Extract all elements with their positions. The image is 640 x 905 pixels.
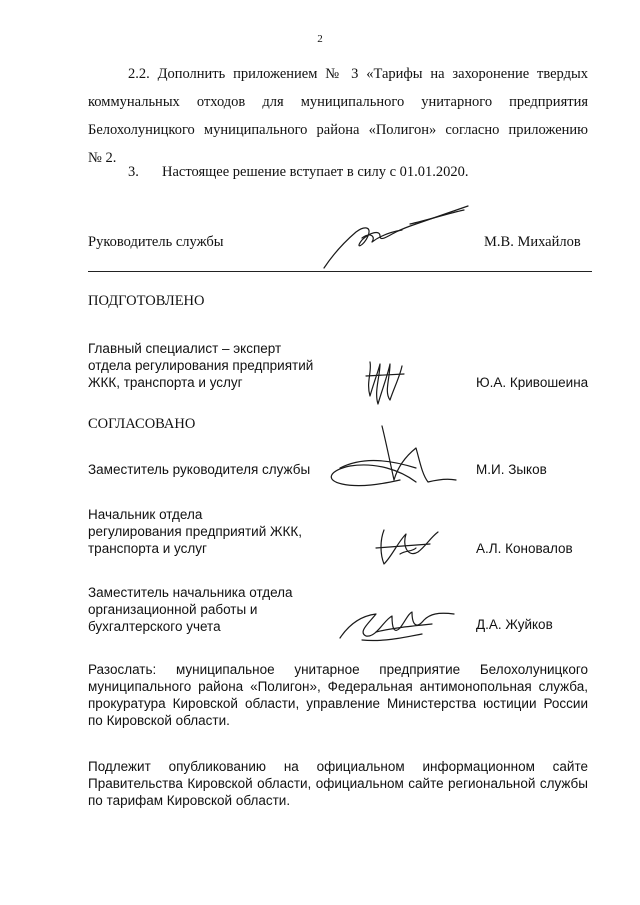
distribution-line: Разослать: муниципальное унитарное предприятие Белохолуницкого: [88, 662, 588, 677]
agreed-signature-1: [320, 422, 460, 492]
prepared-role-line: отдела регулирования предприятий: [88, 358, 314, 373]
head-role: Руководитель службы: [88, 234, 224, 250]
agreed-role-line: бухгалтерского учета: [88, 619, 221, 634]
agreed-role-2: [88, 506, 302, 557]
clause-3-number: 3.: [128, 164, 139, 180]
clause-3: [128, 164, 469, 181]
clause-2-2: [88, 60, 588, 172]
head-name: М.В. Михайлов: [484, 234, 581, 250]
agreed-signature-3: [332, 598, 462, 648]
distribution-line: муниципального района «Полигон», Федеральная антимонопольная служба,: [88, 679, 588, 694]
publication-line: Правительства Кировской области, официальном сайте региональной службы: [88, 776, 588, 791]
agreed-role-line: Заместитель начальника отдела: [88, 585, 293, 600]
page-number: 2: [317, 33, 323, 45]
signature-divider: [88, 271, 592, 272]
prepared-role-line: Главный специалист – эксперт: [88, 341, 282, 356]
prepared-name: Ю.А. Кривошеина: [476, 375, 589, 390]
agreed-role-3: [88, 584, 293, 635]
prepared-heading: ПОДГОТОВЛЕНО: [88, 293, 205, 309]
agreed-role-line: Заместитель руководителя службы: [88, 462, 311, 477]
agreed-heading: СОГЛАСОВАНО: [88, 416, 196, 432]
head-signature: [318, 196, 478, 276]
agreed-role-line: Начальник отдела: [88, 507, 203, 522]
agreed-name-1: М.И. Зыков: [476, 462, 547, 477]
clause-2-2-line: № 2.: [88, 150, 117, 166]
publication-line: по тарифам Кировской области.: [88, 793, 291, 808]
publication: [88, 758, 588, 809]
publication-line: Подлежит опубликованию на официальном информационном сайте: [88, 759, 588, 774]
agreed-role-line: транспорта и услуг: [88, 541, 207, 556]
agreed-role-line: регулирования предприятий ЖКК,: [88, 524, 302, 539]
agreed-name-2: А.Л. Коновалов: [476, 541, 573, 556]
clause-2-2-line: коммунальных отходов для муниципального унитарного предприятия: [88, 94, 588, 110]
prepared-role: [88, 340, 313, 391]
clause-3-text: Настоящее решение вступает в силу с 01.01.2020.: [162, 164, 469, 180]
distribution-line: по Кировской области.: [88, 713, 230, 728]
agreed-signature-2: [372, 520, 452, 570]
prepared-signature: [360, 352, 410, 412]
clause-2-2-line: 2.2. Дополнить приложением № 3 «Тарифы на захоронение твердых: [128, 66, 588, 82]
agreed-role-1: [88, 461, 310, 478]
clause-2-2-line: Белохолуницкого муниципального района «Полигон» согласно приложению: [88, 122, 588, 138]
distribution: [88, 661, 588, 729]
agreed-role-line: организационной работы и: [88, 602, 258, 617]
prepared-role-line: ЖКК, транспорта и услуг: [88, 375, 243, 390]
agreed-name-3: Д.А. Жуйков: [476, 617, 553, 632]
distribution-line: прокуратура Кировской области, управление Министерства юстиции России: [88, 696, 588, 711]
